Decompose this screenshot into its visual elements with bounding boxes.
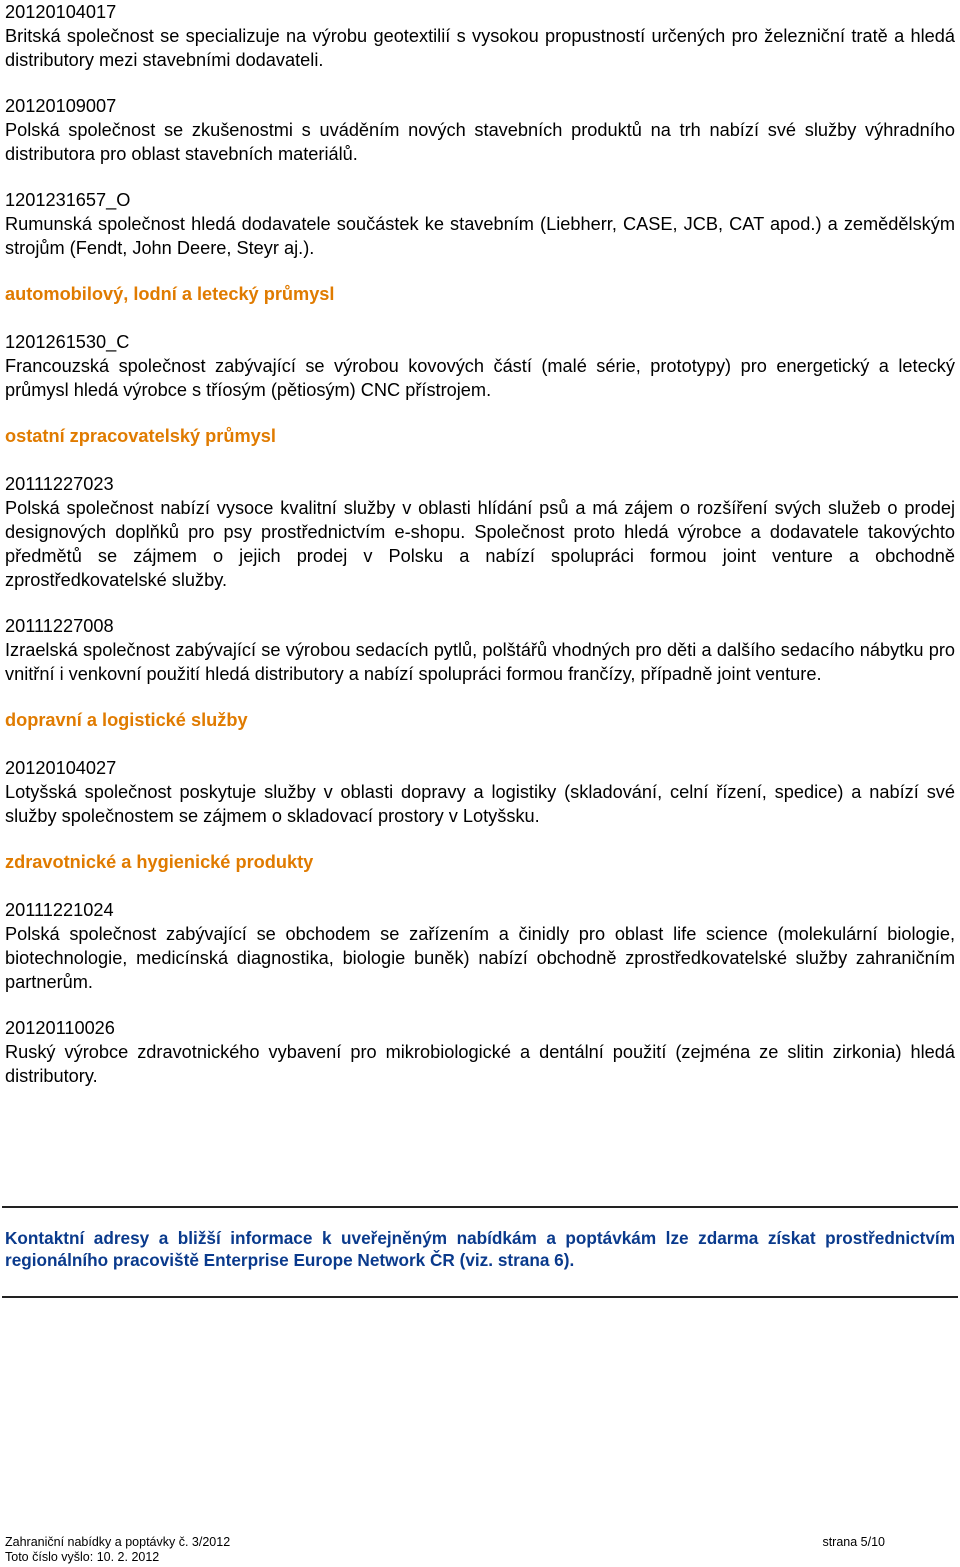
offer-entry xyxy=(5,614,955,686)
offer-id: 20111227023 xyxy=(5,474,114,494)
offer-entry xyxy=(5,0,955,72)
offer-text: Rumunská společnost hledá dodavatele součástek ke stavebním (Liebherr, CASE, JCB, CAT apod.) a zemědělským strojům (Fendt, John Deere, Steyr aj.). xyxy=(5,214,955,258)
divider-bottom xyxy=(2,1296,958,1298)
footer-page-number: strana 5/10 xyxy=(822,1535,885,1549)
offer-text: Polská společnost se zkušenostmi s uváděním nových stavebních produktů na trh nabízí své služby výhradního distributora pro oblast stavebních materiálů. xyxy=(5,120,955,164)
section-title-automotive: automobilový, lodní a letecký průmysl xyxy=(5,284,335,304)
offer-text: Izraelská společnost zabývající se výrobou sedacích pytlů, polštářů vhodných pro děti a dalšího sedacího nábytku pro vnitřní i venkovní použití hledá distributory a nabízí spolupráci formou frančízy, případně joint venture. xyxy=(5,640,955,684)
offer-id: 1201231657_O xyxy=(5,190,131,210)
offer-text: Ruský výrobce zdravotnického vybavení pro mikrobiologické a dentální použití (zejména ze slitin zirkonia) hledá distributory. xyxy=(5,1042,955,1086)
offer-text: Francouzská společnost zabývající se výrobou kovových částí (malé série, prototypy) pro energetický a letecký průmysl hledá výrobce s tříosým (pětiosým) CNC přístrojem. xyxy=(5,356,955,400)
offer-id: 20111221024 xyxy=(5,900,114,920)
offer-id: 20120104017 xyxy=(5,2,117,22)
offer-entry xyxy=(5,472,955,592)
offer-entry xyxy=(5,1016,955,1088)
offer-entry xyxy=(5,188,955,260)
offer-entry xyxy=(5,94,955,166)
offer-text: Britská společnost se specializuje na výrobu geotextilií s vysokou propustností určených pro železniční tratě a hledá distributory mezi stavebními dodavateli. xyxy=(5,26,955,70)
section-title-logistics: dopravní a logistické služby xyxy=(5,710,248,730)
offer-text: Lotyšská společnost poskytuje služby v oblasti dopravy a logistiky (skladování, celní řízení, spedice) a nabízí své služby společnostem se zájmem o skladovací prostory v Lotyšsku. xyxy=(5,782,955,826)
document-page xyxy=(5,0,955,1110)
footer-issue-date: Toto číslo vyšlo: 10. 2. 2012 xyxy=(5,1550,160,1564)
offer-id: 1201261530_C xyxy=(5,332,130,352)
offer-id: 20111227008 xyxy=(5,616,114,636)
offer-id: 20120104027 xyxy=(5,758,117,778)
offer-text: Polská společnost zabývající se obchodem se zařízením a činidly pro oblast life science (molekulární biologie, biotechnologie, medicínská diagnostika, biologie buněk) nabízí obchodně zprostředkovatelské služby zahraničním partnerům. xyxy=(5,924,955,992)
section-title-manufacturing: ostatní zpracovatelský průmysl xyxy=(5,426,276,446)
offer-entry xyxy=(5,330,955,402)
footer-publication: Zahraniční nabídky a poptávky č. 3/2012 xyxy=(5,1535,231,1549)
section-title-health: zdravotnické a hygienické produkty xyxy=(5,852,314,872)
offer-entry xyxy=(5,898,955,994)
divider-top xyxy=(2,1206,958,1208)
offer-text: Polská společnost nabízí vysoce kvalitní služby v oblasti hlídání psů a má zájem o rozšíření svých služeb o prodej designových doplňků pro psy prostřednictvím e-shopu. Společnost proto hledá výrobce a dodavatele takovýchto předmětů se zájmem o jejich prodej v Polsku a nabízí spolupráci formou joint venture a obchodně zprostředkovatelské služby. xyxy=(5,498,955,590)
offer-entry xyxy=(5,756,955,828)
offer-id: 20120109007 xyxy=(5,96,117,116)
contact-note: Kontaktní adresy a bližší informace k uveřejněným nabídkám a poptávkám lze zdarma získat prostřednictvím regionálního pracoviště Enterprise Europe Network ČR (viz. strana 6). xyxy=(5,1228,955,1270)
offer-id: 20120110026 xyxy=(5,1018,115,1038)
page-footer xyxy=(5,1535,885,1565)
